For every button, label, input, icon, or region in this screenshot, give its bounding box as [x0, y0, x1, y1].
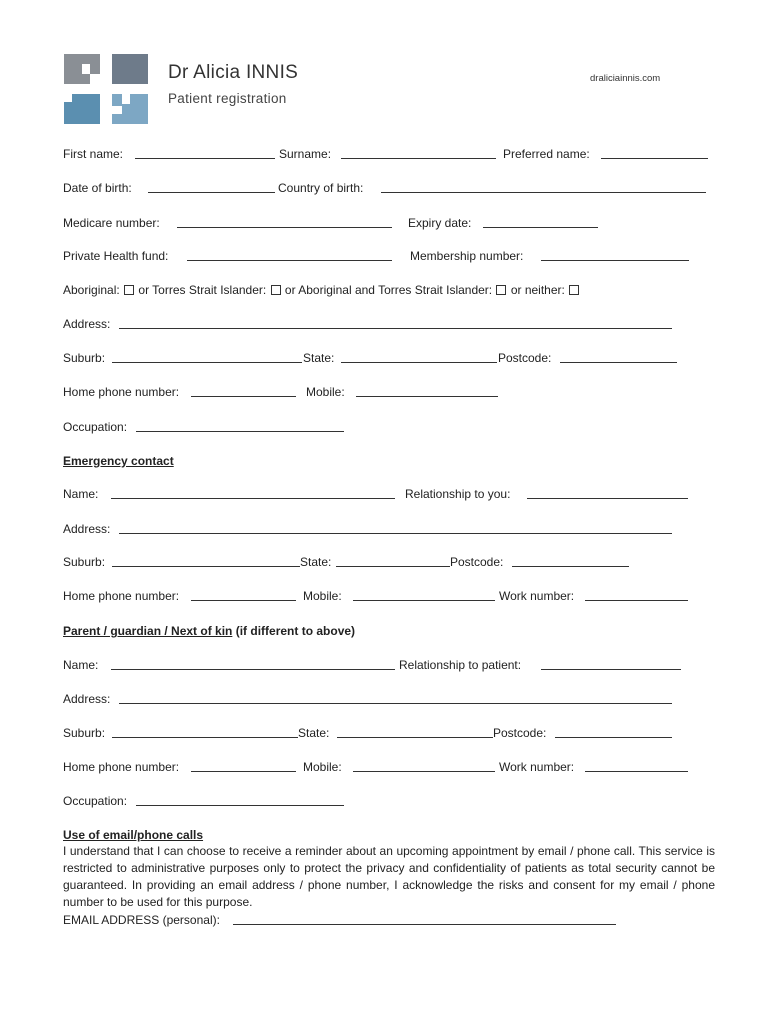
- guardian-state-label: State:: [298, 726, 330, 740]
- first-name-field[interactable]: [135, 158, 275, 159]
- occupation-label: Occupation:: [63, 420, 128, 434]
- emergency-mobile-field[interactable]: [353, 600, 495, 601]
- guardian-work-field[interactable]: [585, 771, 688, 772]
- state-label: State:: [303, 351, 335, 365]
- emergency-relationship-label: Relationship to you:: [405, 487, 511, 501]
- medicare-field[interactable]: [177, 227, 392, 228]
- guardian-suburb-label: Suburb:: [63, 726, 106, 740]
- emergency-address-label: Address:: [63, 522, 111, 536]
- guardian-mobile-field[interactable]: [353, 771, 495, 772]
- membership-label: Membership number:: [410, 249, 524, 263]
- country-of-birth-field[interactable]: [381, 192, 706, 193]
- address-label: Address:: [63, 317, 111, 331]
- emergency-work-label: Work number:: [499, 589, 575, 603]
- guardian-occupation-field[interactable]: [136, 805, 344, 806]
- guardian-mobile-label: Mobile:: [303, 760, 342, 774]
- guardian-relationship-label: Relationship to patient:: [399, 658, 522, 672]
- aboriginal-label: Aboriginal:: [63, 283, 120, 297]
- guardian-address-label: Address:: [63, 692, 111, 706]
- address-field[interactable]: [119, 328, 672, 329]
- emergency-work-field[interactable]: [585, 600, 688, 601]
- email-field[interactable]: [233, 924, 616, 925]
- suburb-label: Suburb:: [63, 351, 106, 365]
- suburb-field[interactable]: [112, 362, 302, 363]
- medicare-label: Medicare number:: [63, 216, 160, 230]
- guardian-heading-note: (if different to above): [232, 624, 356, 638]
- emergency-state-label: State:: [300, 555, 332, 569]
- guardian-occupation-label: Occupation:: [63, 794, 128, 808]
- email-label: EMAIL ADDRESS (personal):: [63, 913, 220, 927]
- page-subtitle: Patient registration: [168, 91, 287, 106]
- state-field[interactable]: [341, 362, 497, 363]
- guardian-name-label: Name:: [63, 658, 99, 672]
- postcode-label: Postcode:: [498, 351, 552, 365]
- guardian-postcode-label: Postcode:: [493, 726, 547, 740]
- health-fund-field[interactable]: [187, 260, 392, 261]
- guardian-suburb-field[interactable]: [112, 737, 298, 738]
- surname-label: Surname:: [279, 147, 332, 161]
- home-phone-label: Home phone number:: [63, 385, 180, 399]
- mobile-label: Mobile:: [306, 385, 345, 399]
- emergency-mobile-label: Mobile:: [303, 589, 342, 603]
- both-checkbox[interactable]: [496, 285, 506, 295]
- surname-field[interactable]: [341, 158, 496, 159]
- health-fund-label: Private Health fund:: [63, 249, 169, 263]
- postcode-field[interactable]: [560, 362, 677, 363]
- preferred-name-field[interactable]: [601, 158, 708, 159]
- membership-field[interactable]: [541, 260, 689, 261]
- guardian-address-field[interactable]: [119, 703, 672, 704]
- neither-label: or neither:: [510, 283, 565, 297]
- guardian-work-label: Work number:: [499, 760, 575, 774]
- guardian-relationship-field[interactable]: [541, 669, 681, 670]
- expiry-label: Expiry date:: [408, 216, 472, 230]
- emergency-suburb-label: Suburb:: [63, 555, 106, 569]
- aboriginal-checkbox[interactable]: [124, 285, 134, 295]
- emergency-heading: Emergency contact: [63, 454, 174, 468]
- emergency-home-phone-field[interactable]: [191, 600, 296, 601]
- expiry-field[interactable]: [483, 227, 598, 228]
- guardian-postcode-field[interactable]: [555, 737, 672, 738]
- emergency-state-field[interactable]: [336, 566, 450, 567]
- emergency-postcode-field[interactable]: [512, 566, 629, 567]
- guardian-name-field[interactable]: [111, 669, 395, 670]
- guardian-home-phone-label: Home phone number:: [63, 760, 180, 774]
- torres-checkbox[interactable]: [271, 285, 281, 295]
- emergency-suburb-field[interactable]: [112, 566, 300, 567]
- guardian-heading-label: Parent / guardian / Next of kin: [63, 624, 233, 638]
- mobile-field[interactable]: [356, 396, 498, 397]
- preferred-name-label: Preferred name:: [503, 147, 590, 161]
- country-of-birth-label: Country of birth:: [278, 181, 364, 195]
- row-indigenous-status: [63, 283, 580, 297]
- neither-checkbox[interactable]: [569, 285, 579, 295]
- emergency-relationship-field[interactable]: [527, 498, 688, 499]
- guardian-home-phone-field[interactable]: [191, 771, 296, 772]
- home-phone-field[interactable]: [191, 396, 296, 397]
- clinic-logo: [64, 54, 148, 124]
- guardian-state-field[interactable]: [337, 737, 493, 738]
- emergency-postcode-label: Postcode:: [450, 555, 504, 569]
- emergency-home-phone-label: Home phone number:: [63, 589, 180, 603]
- page-title: Dr Alicia INNIS: [168, 62, 299, 83]
- both-label: or Aboriginal and Torres Strait Islander:: [284, 283, 493, 297]
- torres-label: or Torres Strait Islander:: [138, 283, 267, 297]
- website-url: draliciainnis.com: [590, 73, 661, 84]
- consent-heading: Use of email/phone calls: [63, 828, 204, 842]
- emergency-address-field[interactable]: [119, 533, 672, 534]
- guardian-heading: [63, 624, 355, 638]
- consent-text: I understand that I can choose to receive a reminder about an upcoming appointment by email / phone call. This service is restricted to administrative purposes only to protect the privacy and confidentiality of patients as total security cannot be guaranteed. In providing an email address / phone number, I acknowledge the risks and consent for my email / phone number to be used for this purpose.: [63, 844, 715, 909]
- emergency-name-label: Name:: [63, 487, 99, 501]
- first-name-label: First name:: [63, 147, 124, 161]
- dob-field[interactable]: [148, 192, 275, 193]
- dob-label: Date of birth:: [63, 181, 132, 195]
- occupation-field[interactable]: [136, 431, 344, 432]
- emergency-name-field[interactable]: [111, 498, 395, 499]
